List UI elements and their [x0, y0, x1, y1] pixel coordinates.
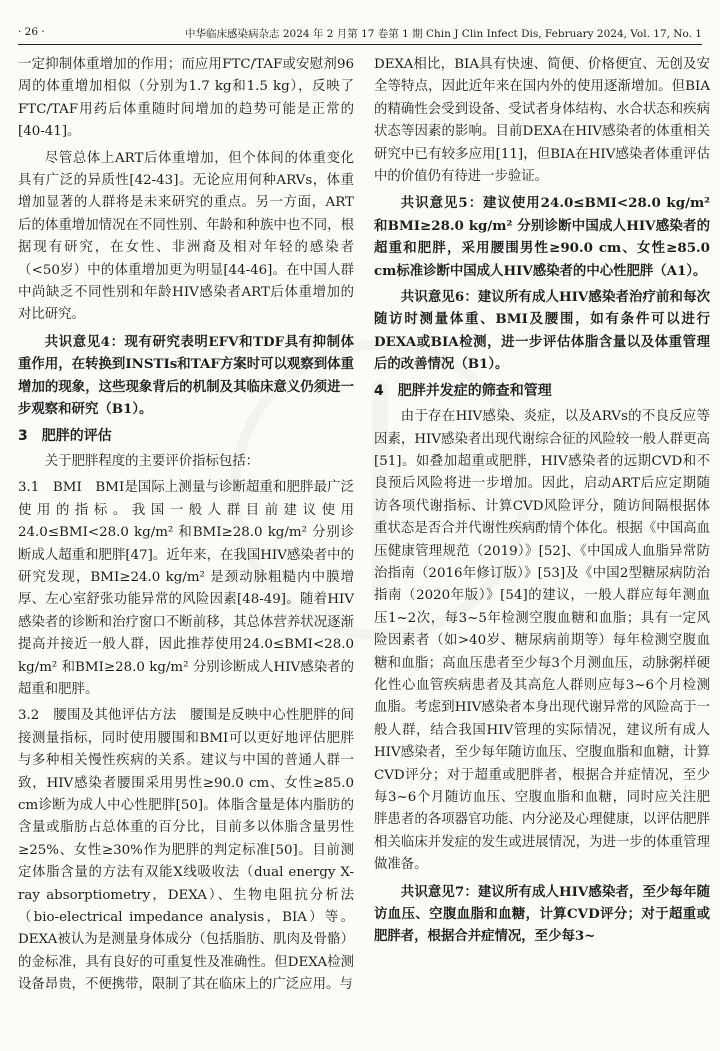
paragraph: 由于存在HIV感染、炎症，以及ARVs的不良反应等因素，HIV感染者出现代谢综合征的风险较一般人群更高[51]。如叠加超重或肥胖，HIV感染者的远期CVD和不良预后风险将进一步增加。因此，启动ART后应定期随访各项代谢指标、计算CVD风险评分，随访间隔根据体重状态是否合并代谢性疾病酌情个体化。根据《中国高血压健康管理规范（2019）》[52]、《中国成人血脂异常防治指南（2016年修订版）》[53]及《中国2型糖尿病防治指南（2020年版）》[54]的建议，一般人群应每年测血压1~2次，每3~5年检测空腹血糖和血脂；具有一定风险因素者（如>40岁、糖尿病前期等）每年检测空腹血糖和血脂；高血压患者至少每3个月测血压，动脉粥样硬化性心血管疾病患者及其高危人群则应每3~6个月检测血脂。考虑到HIV感染者本身出现代谢异常的风险高于一般人群，结合我国HIV管理的实际情况，建议所有成人HIV感染者，至少每年随访血压、空腹血脂和血糖，计算CVD评分；对于超重或肥胖者，根据合并症情况，至少每3~6个月随访血压、空腹血脂和血糖，同时应关注肥胖患者的各项器官功能、内分泌及心理健康，以评估肥胖相关临床并发症的发生或进展情况，为进一步的体重管理做准备。: [374, 409, 710, 873]
paragraph: DEXA相比，BIA具有快速、简便、价格便宜、无创及安全等特点，因此近年来在国内外的使用逐渐增加。但BIA的精确性会受到设备、受试者身体结构、水合状态和疾病状态等因素的影响。目前DEXA在HIV感染者的体重相关研究中已有较多应用[11]，但BIA在HIV感染者体重评估中的价值仍有待进一步验证。: [374, 57, 710, 185]
paragraph: 一定抑制体重增加的作用；而应用FTC/TAF或安慰剂96周的体重增加相似（分别为1.7 kg和1.5 kg），反映了FTC/TAF用药后体重随时间增加的趋势可能是正常的[40-41]。: [18, 57, 354, 140]
right-column: [374, 54, 710, 952]
journal-title: 中华临床感染病杂志 2024 年 2 月第 17 卷第 1 期 Chin J Clin Infect Dis, February 2024, Vol. 17, No. 1: [185, 28, 702, 40]
section-heading-4: 4 肥胖并发症的筛查和管理: [374, 382, 552, 399]
subsection-3-1: 3.1 BMI BMI是国际上测量与诊断超重和肥胖最广泛使用的指标。我国一般人群目前建议使用24.0≤BMI<28.0 kg/m² 和BMI≥28.0 kg/m² 分别诊断成人超重和肥胖[47]。近年来，在我国HIV感染者中的研究发现，BMI≥24.0 kg/m² 是颈动脉粗糙内中膜增厚、左心室舒张功能异常的风险因素[48-49]。随着HIV感染者的诊断和治疗窗口不断前移，其总体营养状况逐渐提高并接近一般人群，因此推荐使用24.0≤BMI<28.0 kg/m² 和BMI≥28.0 kg/m² 分别诊断成人HIV感染者的超重和肥胖。: [18, 480, 354, 697]
consensus-7: 共识意见7：建议所有成人HIV感染者，至少每年随访血压、空腹血脂和血糖，计算CVD评分；对于超重或肥胖者，根据合并症情况，至少每3~: [374, 883, 710, 945]
consensus-5: 共识意见5：建议使用24.0≤BMI<28.0 kg/m² 和BMI≥28.0 kg/m² 分别诊断中国成人HIV感染者的超重和肥胖，采用腰围男性≥90.0 cm、女性≥85.0 cm标准诊断中国成人HIV感染者的中心性肥胖（A1）。: [374, 195, 710, 279]
page-header: [18, 10, 702, 45]
paragraph: 关于肥胖程度的主要评价指标包括：: [44, 453, 260, 469]
left-column: [18, 54, 354, 1001]
page-number: · 26 ·: [18, 26, 45, 38]
section-heading-3: 3 肥胖的评估: [18, 427, 112, 444]
paragraph: 尽管总体上ART后体重增加，但个体间的体重变化具有广泛的异质性[42-43]。无论应用何种ARVs，体重增加显著的人群将是未来研究的重点。另一方面，ART后的体重增加情况在不同性别、年龄和种族中也不同，根据现有研究，在女性、非洲裔及相对年轻的感染者（<50岁）中的体重增加更为明显[44-46]。在中国人群中尚缺乏不同性别和年龄HIV感染者ART后体重增加的对比研究。: [18, 150, 354, 323]
consensus-4: 共识意见4：现有研究表明EFV和TDF具有抑制体重作用，在转换到INSTIs和TAF方案时可以观察到体重增加的现象，这些现象背后的机制及其临床意义仍须进一步观察和研究（B1）。: [18, 333, 354, 418]
consensus-6: 共识意见6：建议所有成人HIV感染者治疗前和每次随访时测量体重、BMI及腰围，如有条件可以进行DEXA或BIA检测，进一步评估体脂含量以及体重管理后的改善情况（B1）。: [374, 289, 710, 373]
subsection-3-2: 3.2 腰围及其他评估方法 腰围是反映中心性肥胖的间接测量指标，同时使用腰围和BMI可以更好地评估肥胖与多种相关慢性疾病的关系。建议与中国的普通人群一致，HIV感染者腰围采用男性≥90.0 cm、女性≥85.0 cm诊断为成人中心性肥胖[50]。体脂含量是体内脂肪的含量或脂肪占总体重的百分比，目前多以体脂含量男性≥25%、女性≥30%作为肥胖的判定标准[50]。目前测定体脂含量的方法有双能X线吸收法（dual energy X-ray absorptiometry，DEXA）、生物电阻抗分析法（bio-electrical impedance analysis，BIA）等。DEXA被认为是测量身体成分（包括脂肪、肌肉及骨骼）的金标准，具有良好的可重复性及准确性。但DEXA检测设备昂贵，不便携带，限制了其在临床上的广泛应用。与: [18, 708, 354, 993]
